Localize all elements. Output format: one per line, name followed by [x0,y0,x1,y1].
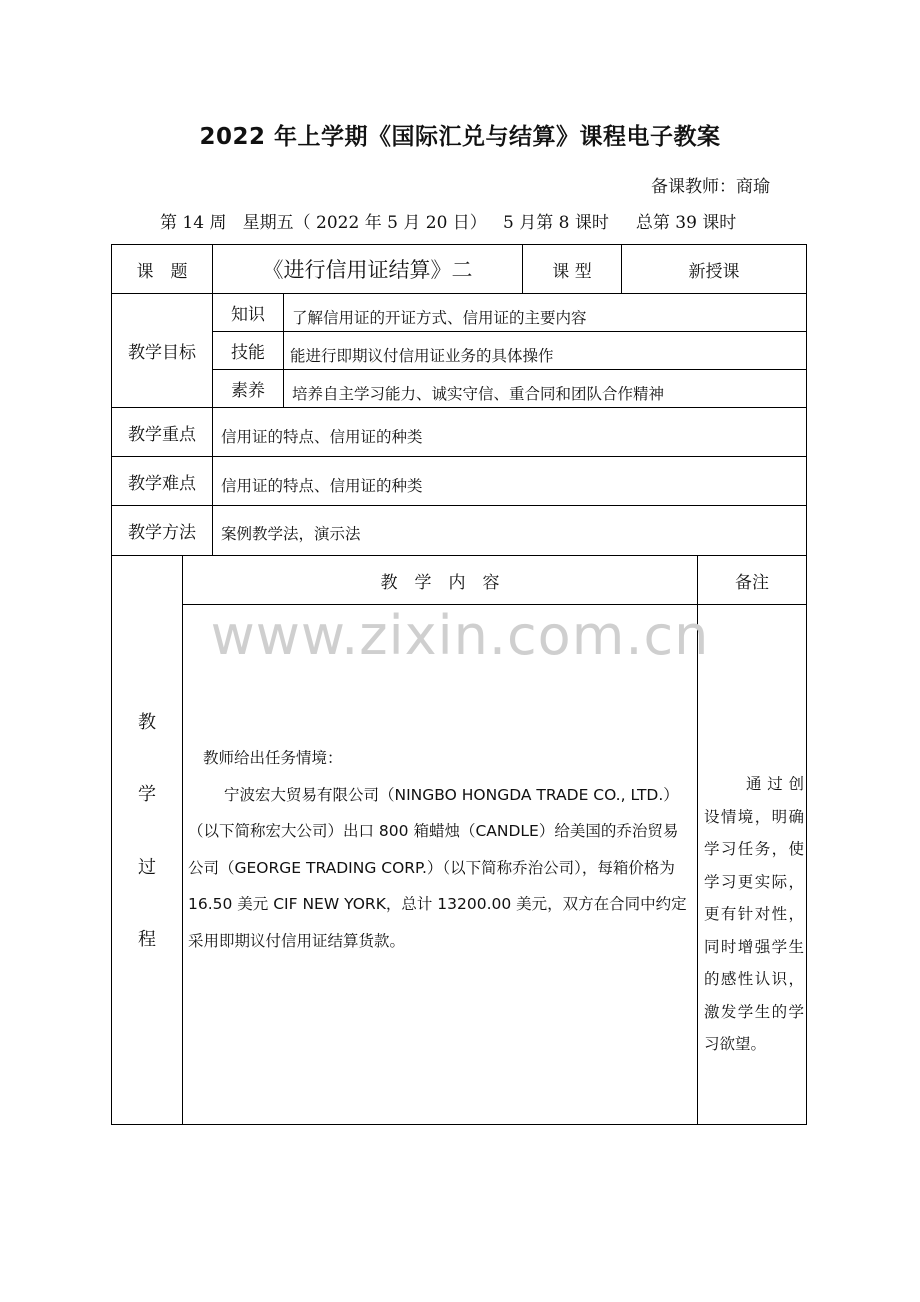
difficulty-label: 教学难点 [128,473,196,494]
goal-knowledge-label: 知识 [231,305,265,325]
goal-skill-label: 技能 [231,343,265,363]
teacher-line: 备课教师：商瑜 [651,177,770,197]
watermark: www.zixin.com.cn [210,604,710,667]
remark-header: 备注 [735,572,769,593]
process-char-4: 程 [138,929,156,950]
process-char-3: 过 [138,857,156,878]
goals-label: 教学目标 [128,343,196,363]
goal-quality-label: 素养 [231,381,265,401]
topic-value: 《进行信用证结算》二 [262,258,473,282]
process-char-1: 教 [138,712,156,733]
lesson-type-value: 新授课 [688,261,740,282]
topic-label: 课 题 [136,261,188,282]
teaching-content [188,740,690,959]
content-body: 宁波宏大贸易有限公司（NINGBO HONGDA TRADE CO., LTD.）（以下简称宏大公司）出口 800 箱蜡烛（CANDLE）给美国的乔治贸易公司（GEORGE TRADING CORP.）（以下简称乔治公司），每箱价格为 16.50 美元 CIF NEW YORK，总计 13200.00 美元，双方在合同中约定采用即期议付信用证结算货款。 [188,785,687,950]
lesson-type-label: 课 型 [552,261,592,282]
method-label: 教学方法 [128,523,196,543]
schedule-line: 第 14 周 星期五（ 2022 年 5 月 20 日） 5 月第 8 课时 总第 39 课时 [160,213,737,233]
content-header: 教 学 内 容 [380,572,500,593]
key-points-value: 信用证的特点、信用证的种类 [221,428,423,446]
difficulty-value: 信用证的特点、信用证的种类 [221,477,423,495]
goal-quality-text: 培养自主学习能力、诚实守信、重合同和团队合作精神 [292,384,665,403]
method-value: 案例教学法，演示法 [221,524,361,543]
goal-skill-text: 能进行即期议付信用证业务的具体操作 [290,346,554,365]
content-intro: 教师给出任务情境： [203,749,343,767]
goal-knowledge-text: 了解信用证的开证方式、信用证的主要内容 [292,308,587,327]
remark-text: 通过创设情境，明确学习任务，使学习更实际，更有针对性，同时增强学生的感性认识，激发学生的学习欲望。 [704,775,804,1053]
process-char-2: 学 [138,784,156,805]
key-points-label: 教学重点 [128,424,196,445]
document-title: 2022 年上学期《国际汇兑与结算》课程电子教案 [199,124,721,150]
